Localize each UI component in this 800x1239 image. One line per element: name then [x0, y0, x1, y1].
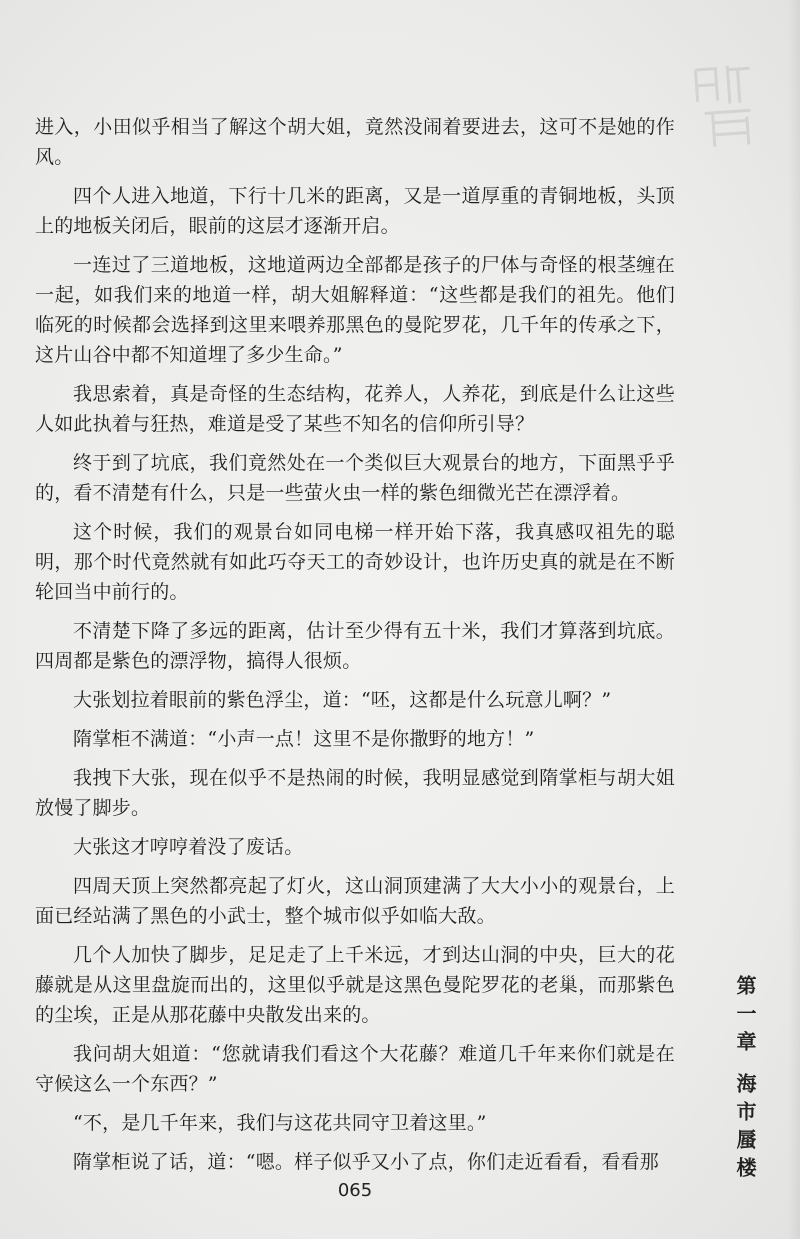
- chapter-label: 第一章: [733, 975, 757, 1059]
- paragraph: 我思索着，真是奇怪的生态结构，花养人，人养花，到底是什么让这些人如此执着与狂热，难道是受了某些不知名的信仰所引导？: [35, 383, 675, 435]
- page-number: 065: [337, 1180, 373, 1201]
- paragraph: 大张这才哼哼着没了废话。: [73, 836, 304, 858]
- paragraph: 四个人进入地道，下行十几米的距离，又是一道厚重的青铜地板，头顶上的地板关闭后，眼前的这层才逐渐开启。: [35, 185, 675, 237]
- paragraph: 四周天顶上突然都亮起了灯火，这山洞顶建满了大大小小的观景台，上面已经站满了黑色的小武士，整个城市似乎如临大敌。: [35, 875, 675, 927]
- paragraph: 进入，小田似乎相当了解这个胡大姐，竟然没闹着要进去，这可不是她的作风。: [35, 116, 675, 168]
- paragraph: 我拽下大张，现在似乎不是热闹的时候，我明显感觉到隋掌柜与胡大姐放慢了脚步。: [35, 767, 675, 819]
- body-text: [35, 112, 675, 1186]
- bleed-through-mark: [687, 58, 763, 153]
- paragraph: 我问胡大姐道：“您就请我们看这个大花藤？难道几千年来你们就是在守候这么一个东西？”: [35, 1043, 675, 1095]
- paragraph: “不，是几千年来，我们与这花共同守卫着这里。”: [73, 1112, 487, 1134]
- paragraph: 不清楚下降了多远的距离，估计至少得有五十米，我们才算落到坑底。四周都是紫色的漂浮物，搞得人很烦。: [35, 620, 675, 672]
- paragraph: 一连过了三道地板，这地道两边全部都是孩子的尸体与奇怪的根茎缠在一起，如我们来的地道一样，胡大姐解释道：“这些都是我们的祖先。他们临死的时候都会选择到这里来喂养那黑色的曼陀罗花，几千年的传承之下，这片山谷中都不知道埋了多少生命。”: [35, 254, 675, 366]
- paragraph: 隋掌柜说了话，道：“嗯。样子似乎又小了点，你们走近看看，看看那: [73, 1151, 659, 1173]
- faded-glyph-icon: [687, 58, 763, 153]
- paragraph: 几个人加快了脚步，足足走了上千米远，才到达山洞的中央，巨大的花藤就是从这里盘旋而出的，这里似乎就是这黑色曼陀罗花的老巢，而那紫色的尘埃，正是从那花藤中央散发出来的。: [35, 944, 675, 1026]
- chapter-running-header: [732, 975, 760, 1185]
- paragraph: 终于到了坑底，我们竟然处在一个类似巨大观景台的地方，下面黑乎乎的，看不清楚有什么，只是一些萤火虫一样的紫色细微光芒在漂浮着。: [35, 452, 675, 504]
- paragraph: 隋掌柜不满道：“小声一点！这里不是你撒野的地方！”: [73, 728, 535, 750]
- paragraph: 这个时候，我们的观景台如同电梯一样开始下落，我真感叹祖先的聪明，那个时代竟然就有如此巧夺天工的奇妙设计，也许历史真的就是在不断轮回当中前行的。: [35, 521, 675, 603]
- paragraph: 大张划拉着眼前的紫色浮尘，道：“呸，这都是什么玩意儿啊？”: [73, 689, 612, 711]
- chapter-title: 海市蜃楼: [733, 1073, 757, 1185]
- page-edge-shadow: [788, 0, 800, 1239]
